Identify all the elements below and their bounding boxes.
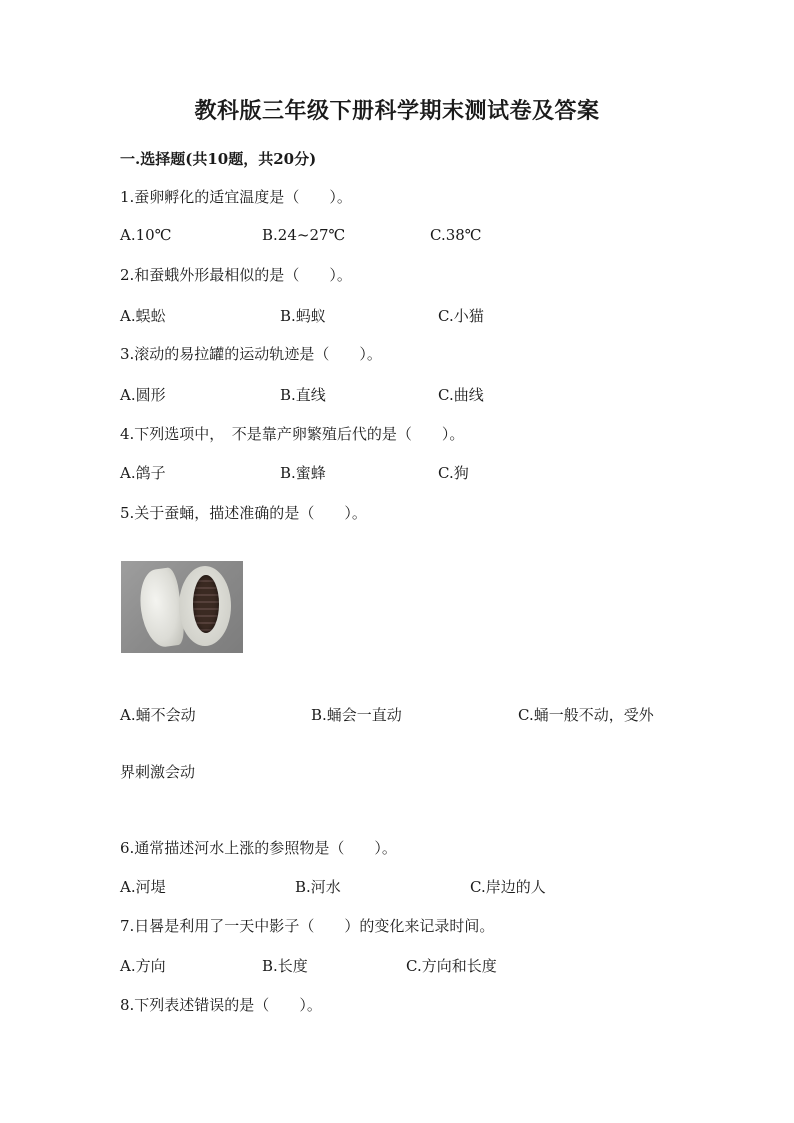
question-6-stem: 6.通常描述河水上涨的参照物是（ ）。	[120, 839, 397, 857]
question-6-option-c: C.岸边的人	[470, 878, 546, 896]
question-6-option-b: B.河水	[295, 878, 341, 896]
question-7-option-b: B.长度	[262, 957, 308, 975]
silkworm-pupa-photo	[121, 561, 243, 653]
question-7-option-a: A.方向	[120, 957, 166, 975]
question-2-option-c: C.小猫	[438, 307, 484, 325]
question-3-option-b: B.直线	[280, 386, 326, 404]
question-3-stem: 3.滚动的易拉罐的运动轨迹是（ ）。	[120, 345, 382, 363]
question-4-stem: 4.下列选项中， 不是靠产卵繁殖后代的是（ ）。	[120, 425, 465, 443]
question-7-stem: 7.日晷是利用了一天中影子（ ）的变化来记录时间。	[120, 917, 495, 935]
pupa-icon	[193, 575, 219, 633]
question-4-option-a: A.鸽子	[120, 464, 166, 482]
question-6-option-a: A.河堤	[120, 878, 166, 896]
question-4-option-c: C.狗	[438, 464, 469, 482]
question-5-option-b: B.蛹会一直动	[311, 706, 402, 724]
page-title: 教科版三年级下册科学期末测试卷及答案	[194, 98, 600, 124]
question-1-option-a: A.10℃	[120, 226, 172, 244]
question-5-option-c-continuation: 界刺激会动	[120, 763, 196, 781]
question-1-option-b: B.24~27℃	[262, 226, 346, 244]
question-1-option-c: C.38℃	[430, 226, 482, 244]
question-1-stem: 1.蚕卵孵化的适宜温度是（ ）。	[120, 188, 352, 206]
question-2-stem: 2.和蚕蛾外形最相似的是（ ）。	[120, 266, 352, 284]
question-7-option-c: C.方向和长度	[406, 957, 497, 975]
question-3-option-a: A.圆形	[120, 386, 166, 404]
question-2-option-b: B.蚂蚁	[280, 307, 326, 325]
question-4-option-b: B.蜜蜂	[280, 464, 326, 482]
question-5-option-c: C.蛹一般不动，受外	[518, 706, 654, 724]
question-5-option-a: A.蛹不会动	[120, 706, 196, 724]
question-8-stem: 8.下列表述错误的是（ ）。	[120, 996, 322, 1014]
question-3-option-c: C.曲线	[438, 386, 484, 404]
section-heading: 一.选择题(共10题，共20分)	[120, 150, 317, 168]
question-5-stem: 5.关于蚕蛹，描述准确的是（ ）。	[120, 504, 367, 522]
question-2-option-a: A.蜈蚣	[120, 307, 166, 325]
